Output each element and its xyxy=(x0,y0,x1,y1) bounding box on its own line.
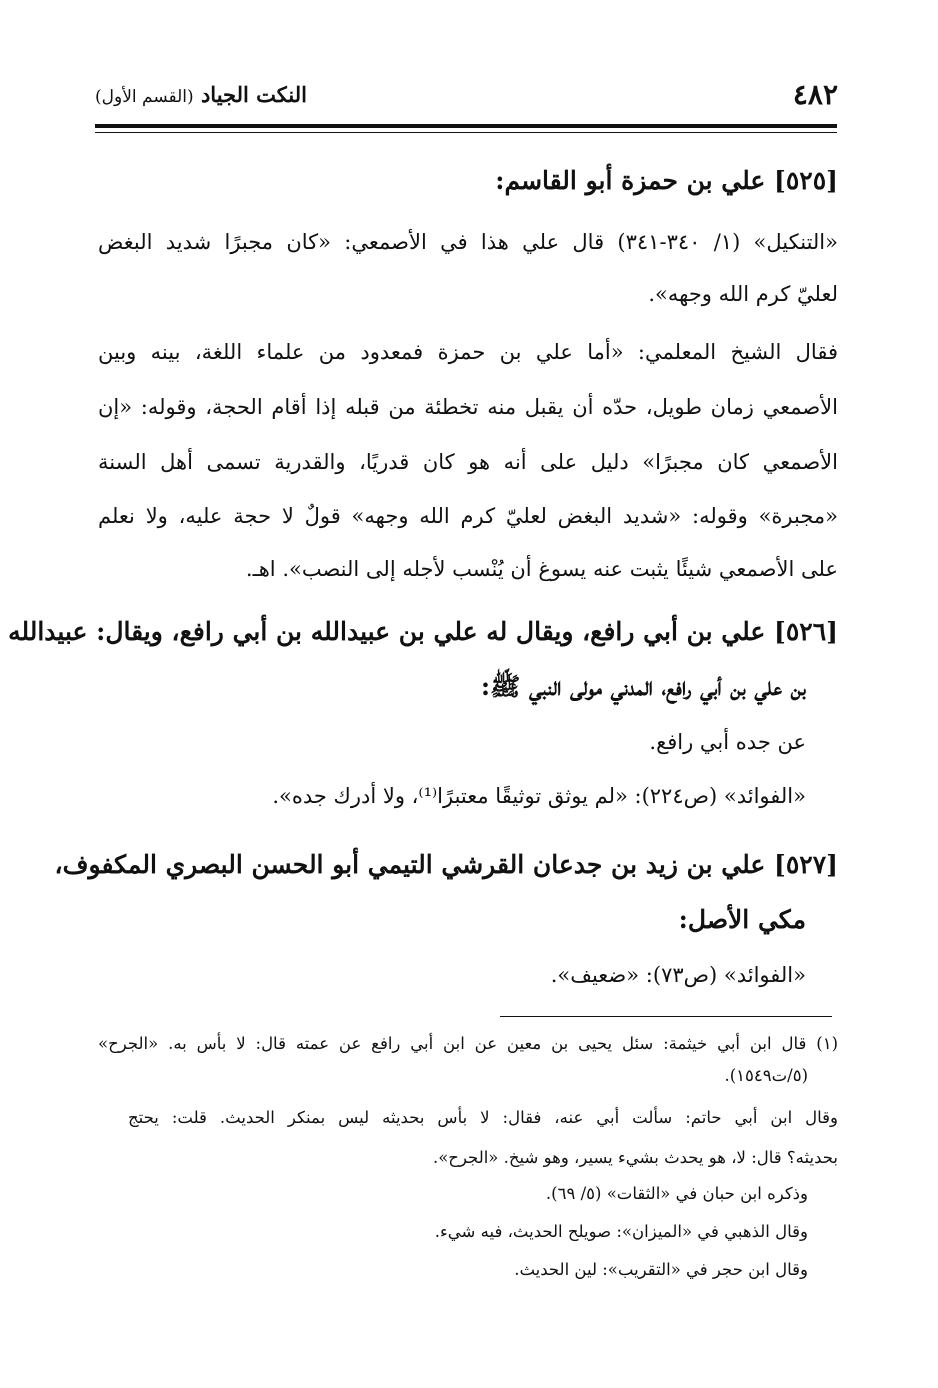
running-header xyxy=(95,82,307,107)
footnote-separator xyxy=(500,1016,832,1017)
body-line: «مجبرة» وقوله: «شديد البغض لعليّ كرم الله وجهه» قولٌ لا حجة عليه، ولا نعلم xyxy=(98,504,838,528)
footnote-line: وذكره ابن حبان في «الثقات» (٥/ ٦٩). xyxy=(545,1184,808,1203)
body-line: «التنكيل» (١/ ٣٤٠-٣٤١) قال علي هذا في الأصمعي: «كان مجبرًا شديد البغض xyxy=(98,230,838,254)
footnote-line: وقال ابن حجر في «التقريب»: لين الحديث. xyxy=(514,1260,808,1279)
header-rule-thick xyxy=(95,124,837,128)
body-line: الأصمعي كان مجبرًا» دليل على أنه هو كان قدريًا، والقدرية تسمى أهل السنة xyxy=(98,450,838,474)
entry-heading-525: [٥٢٥] علي بن حمزة أبو القاسم: xyxy=(495,166,838,195)
entry-heading-527-cont: مكي الأصل: xyxy=(678,905,806,934)
footnote-line: (١) قال ابن أبي خيثمة: سئل يحيى بن معين عن ابن أبي رافع عن عمته قال: لا بأس به. «الجرح» xyxy=(98,1034,838,1053)
header-rule-thin xyxy=(95,132,837,133)
entry-heading-527: [٥٢٧] علي بن زيد بن جدعان القرشي التيمي أبو الحسن البصري المكفوف، xyxy=(54,850,838,879)
footnote-line: بحديثه؟ قال: لا، هو يحدث بشيء يسير، وهو شيخ. «الجرح». xyxy=(432,1148,838,1167)
body-line: «الفوائد» (ص٧٣): «ضعيف». xyxy=(550,963,806,987)
body-line: «الفوائد» (ص٢٢٤): «لم يوثق توثيقًا معتبرًا⁽¹⁾، ولا أدرك جده». xyxy=(272,784,806,808)
entry-heading-526: [٥٢٦] علي بن أبي رافع، ويقال له علي بن عبيدالله بن أبي رافع، ويقال: عبيدالله xyxy=(8,617,838,646)
body-line: لعليّ كرم الله وجهه». xyxy=(648,282,838,306)
body-line: فقال الشيخ المعلمي: «أما علي بن حمزة فمعدود من علماء اللغة، بينه وبين xyxy=(98,340,838,364)
footnote-line: (٥/ت١٥٤٩). xyxy=(724,1066,808,1085)
book-part: (القسم الأول) xyxy=(95,87,194,107)
entry-heading-526-cont: بن علي بن أبي رافع، المدني مولى النبي ﷺ: xyxy=(480,672,806,701)
page-number: ٤٨٢ xyxy=(792,78,838,111)
body-line: على الأصمعي شيئًا يثبت عنه يسوغ أن يُنْسب لأجله إلى النصب». اهـ. xyxy=(245,557,838,581)
body-line: عن جده أبي رافع. xyxy=(649,730,806,754)
footnote-line: وقال الذهبي في «الميزان»: صويلح الحديث، فيه شيء. xyxy=(434,1222,808,1241)
body-line: الأصمعي زمان طويل، حدّه أن يقبل منه تخطئة من قبله إذا أقام الحجة، وقوله: «إن xyxy=(98,395,838,419)
footnote-line: وقال ابن أبي حاتم: سألت أبي عنه، فقال: لا بأس بحديثه ليس بمنكر الحديث. قلت: يحتج xyxy=(128,1108,838,1127)
book-title: النكت الجياد xyxy=(200,82,307,107)
